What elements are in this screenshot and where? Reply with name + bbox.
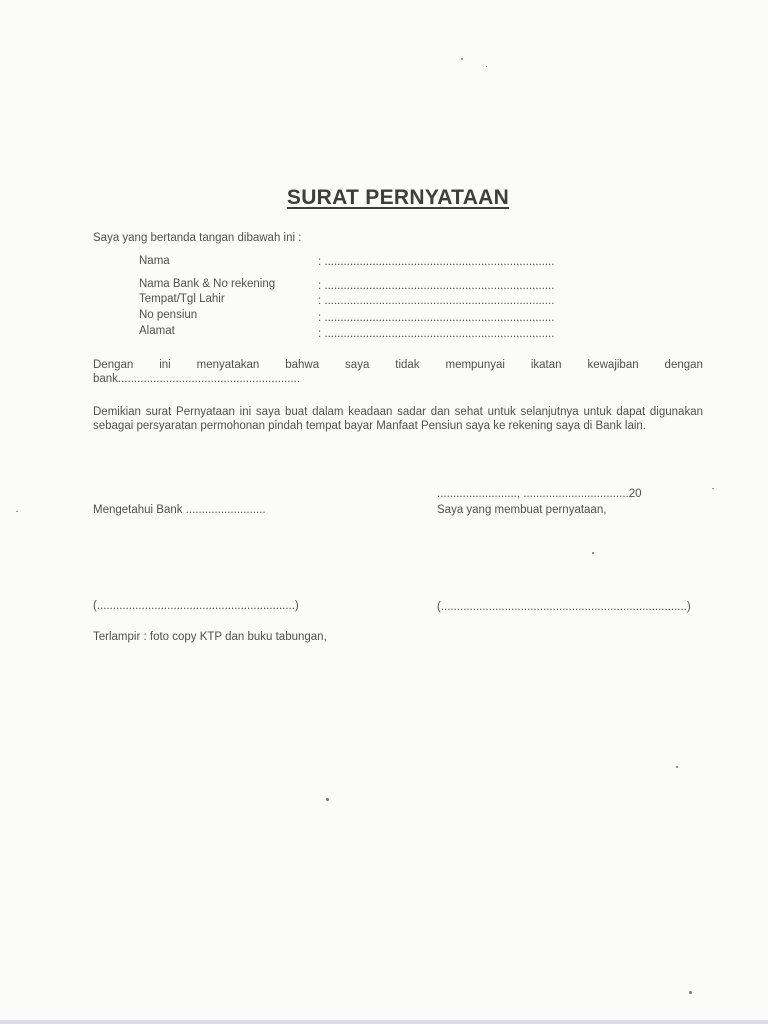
left-signatory-label: Mengetahui Bank ......................... xyxy=(93,504,266,516)
closing-paragraph: Demikian surat Pernyataan ini saya buat dalam keadaan sadar dan sehat untuk selanjutnya untuk dapat digunakan sebagai persyaratan permohonan pindah tempat bayar Manfaat Pensiun saya ke rekening saya di Bank lain. xyxy=(93,406,703,432)
field-value-bank-rekening: : ........................................................................ xyxy=(318,280,555,292)
field-label-no-pensiun: No pensiun xyxy=(139,309,198,321)
scan-speck xyxy=(712,488,714,489)
attachment-note: Terlampir : foto copy KTP dan buku tabungan, xyxy=(93,631,327,643)
statement-word: saya xyxy=(345,359,370,371)
statement-word: Dengan xyxy=(93,359,134,371)
scan-speck xyxy=(16,511,18,512)
date-line: ........................., .................................20 xyxy=(437,488,642,500)
statement-line-1 xyxy=(93,358,703,372)
right-signatory-label: Saya yang membuat pernyataan, xyxy=(437,504,607,516)
scan-speck xyxy=(676,766,678,768)
statement-word: dengan xyxy=(664,359,703,371)
field-label-nama: Nama xyxy=(139,255,170,267)
field-value-alamat: : ........................................................................ xyxy=(318,328,555,340)
intro-text: Saya yang bertanda tangan dibawah ini : xyxy=(93,232,302,244)
field-label-bank-rekening: Nama Bank & No rekening xyxy=(139,278,276,290)
statement-word: mempunyai xyxy=(445,359,505,371)
scan-speck xyxy=(689,991,692,994)
statement-word: bahwa xyxy=(285,359,320,371)
scan-speck xyxy=(486,66,487,67)
scan-speck xyxy=(461,58,463,60)
scan-speck xyxy=(326,798,329,801)
statement-word: ikatan xyxy=(530,359,562,371)
statement-line-2: bank......................................................... xyxy=(93,373,301,385)
statement-word: menyatakan xyxy=(196,359,260,371)
right-signature-line: (.............................................................................) xyxy=(437,601,691,613)
scan-edge xyxy=(0,1020,768,1024)
left-signature-line: (..............................................................) xyxy=(93,600,299,612)
document-title: SURAT PERNYATAAN xyxy=(286,186,510,209)
field-value-no-pensiun: : ........................................................................ xyxy=(318,312,555,324)
field-label-tempat-tgl-lahir: Tempat/Tgl Lahir xyxy=(139,293,225,305)
field-value-nama: : ........................................................................ xyxy=(318,256,555,268)
scan-speck xyxy=(592,552,594,554)
statement-word: tidak xyxy=(395,359,420,371)
field-value-tempat-tgl-lahir: : ........................................................................ xyxy=(318,295,555,307)
field-label-alamat: Alamat xyxy=(139,325,175,337)
statement-word: kewajiban xyxy=(587,359,639,371)
statement-word: ini xyxy=(159,359,171,371)
